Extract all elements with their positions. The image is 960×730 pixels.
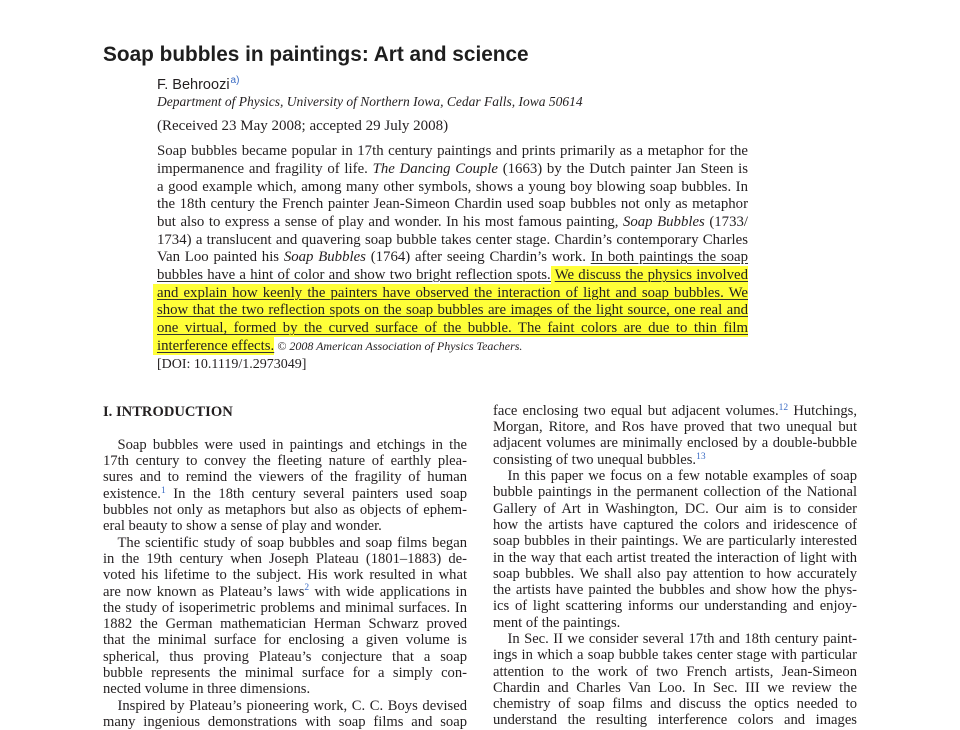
received-dates: (Received 23 May 2008; accepted 29 July 2008) xyxy=(157,118,449,134)
text-span: Gallery of Art in Washington, DC. Our aim is to consider xyxy=(493,500,857,517)
author-footnote-link[interactable]: a) xyxy=(230,75,240,86)
text-line xyxy=(103,469,467,485)
paragraph xyxy=(103,437,467,535)
text-span: bubble represents the minimal surface for a simply con- xyxy=(103,665,467,681)
text-line xyxy=(493,468,857,484)
text-span: understand the resulting interference colors and images xyxy=(493,712,857,729)
text-line xyxy=(103,665,467,681)
highlighted-text: show that the two reflection spots on the soap bubbles are images of the light source, one real and xyxy=(157,302,748,319)
text-span: adjacent volumes are minimally enclosed by a double-bubble xyxy=(493,435,857,452)
text-line xyxy=(493,501,857,517)
author-affiliation: Department of Physics, University of Northern Iowa, Cedar Falls, Iowa 50614 xyxy=(157,93,583,109)
abstract xyxy=(157,143,748,355)
text-span: (1663) by the Dutch painter Jan Steen is xyxy=(497,160,748,177)
text-line xyxy=(103,632,467,648)
text-line xyxy=(103,453,467,469)
text-line xyxy=(157,338,748,356)
text-span: ics of light scattering informs our understanding and enjoy- xyxy=(493,598,857,615)
text-line xyxy=(157,143,748,161)
text-span: in the 19th century when Joseph Plateau (1801–1883) de- xyxy=(103,550,467,567)
text-line xyxy=(157,285,748,303)
emphasis-text: Soap Bubbles xyxy=(622,213,705,230)
paragraph xyxy=(493,631,857,729)
text-line xyxy=(493,419,857,435)
text-span: (1733/ xyxy=(704,213,748,230)
text-line xyxy=(493,517,857,533)
text-line xyxy=(103,486,467,502)
text-span: many ingenious demonstrations with soap films and soap xyxy=(103,713,467,730)
emphasis-text: The Dancing Couple xyxy=(372,160,498,177)
section-heading: I. INTRODUCTION xyxy=(103,403,233,420)
citation-link[interactable]: 2 xyxy=(304,583,310,594)
text-line xyxy=(103,649,467,665)
text-line xyxy=(103,600,467,616)
paragraph xyxy=(157,143,748,355)
text-span: but also to express a sense of play and wonder. In his most famous painting, xyxy=(157,213,623,230)
text-line xyxy=(103,681,467,697)
text-span: impermanence and fragility of life. xyxy=(157,160,373,177)
text-line xyxy=(157,161,748,179)
text-span: are now known as Plateau’s laws xyxy=(103,583,305,600)
citation-link[interactable]: 1 xyxy=(160,485,166,496)
emphasis-text: Soap Bubbles xyxy=(283,249,366,266)
text-span: the artists have painted the bubbles and show how the phys- xyxy=(493,582,857,599)
text-line xyxy=(493,582,857,598)
text-line xyxy=(103,535,467,551)
text-line xyxy=(103,551,467,567)
text-span: sures and to remind the viewers of the fragility of human xyxy=(103,469,467,486)
text-span: eral beauty to show a sense of play and wonder. xyxy=(103,518,382,535)
text-line xyxy=(493,550,857,566)
text-line xyxy=(493,598,857,614)
text-span: the 18th century the French painter Jean-Simeon Chardin used soap bubbles not only as metaphor xyxy=(157,196,748,213)
text-span: spherical, thus proving Plateau’s conjecture that a soap xyxy=(103,648,467,665)
citation-link[interactable]: 12 xyxy=(778,402,789,413)
text-line xyxy=(493,712,857,728)
text-span: in the way that each artist treated the interaction of light with xyxy=(493,549,857,566)
text-span: The scientific study of soap bubbles and soap films began xyxy=(117,534,467,551)
paragraph xyxy=(103,698,467,730)
text-line xyxy=(103,616,467,632)
text-span: Inspired by Plateau’s pioneering work, C. C. Boys devised xyxy=(117,697,467,714)
text-span: In the 18th century several painters used soap xyxy=(165,485,467,502)
text-span: Van Loo painted his xyxy=(157,249,284,266)
text-line xyxy=(493,647,857,663)
text-line xyxy=(103,698,467,714)
text-line xyxy=(493,452,857,468)
text-line xyxy=(103,502,467,518)
text-line xyxy=(157,179,748,197)
text-line xyxy=(103,714,467,730)
text-line xyxy=(493,664,857,680)
text-span: that the minimal surface for enclosing a given volume is xyxy=(103,632,467,649)
underlined-text: In both paintings the soap xyxy=(590,249,748,266)
copyright-notice: © 2008 American Association of Physics Teachers. xyxy=(274,338,523,353)
text-line xyxy=(493,696,857,712)
right-column xyxy=(493,403,857,729)
text-line xyxy=(157,249,748,267)
text-line xyxy=(493,631,857,647)
text-line xyxy=(157,320,748,338)
text-line xyxy=(103,567,467,583)
text-line xyxy=(157,302,748,320)
text-span: In this paper we focus on a few notable examples of soap xyxy=(507,468,857,485)
text-line xyxy=(103,437,467,453)
text-line xyxy=(493,680,857,696)
text-line xyxy=(157,267,748,285)
text-span: soap bubbles. We shall also pay attention to how accurately xyxy=(493,565,857,582)
author-line xyxy=(157,76,239,94)
article-title: Soap bubbles in paintings: Art and science xyxy=(103,43,529,66)
text-span: Morgan, Ritore, and Ros have proved that two unequal but xyxy=(493,419,857,436)
text-span: In Sec. II we consider several 17th and 18th century paint- xyxy=(507,631,857,647)
paragraph xyxy=(493,468,857,631)
highlighted-text: one virtual, formed by the curved surface of the bubble. The faint colors are due to thin film xyxy=(157,320,748,337)
text-span: ings in which a soap bubble takes center stage with particular xyxy=(493,647,857,664)
text-line xyxy=(157,232,748,250)
text-line xyxy=(103,518,467,534)
text-span: attention to the work of two French artists, Jean-Simeon xyxy=(493,663,857,680)
text-line xyxy=(493,435,857,451)
text-span: Chardin and Charles Van Loo. In Sec. III we review the xyxy=(493,679,857,696)
text-span: 1734) a translucent and quavering soap bubble takes center stage. Chardin’s contemporary Charles xyxy=(157,231,748,248)
highlighted-text: interference effects. xyxy=(157,337,275,354)
text-span: existence. xyxy=(103,485,161,502)
doi-link[interactable]: [DOI: 10.1119/1.2973049] xyxy=(157,357,307,372)
text-span: voted his lifetime to the subject. His work resulted in what xyxy=(103,567,467,584)
paragraph xyxy=(103,535,467,698)
text-span: bubbles not only as metaphors but also as objects of ephem- xyxy=(103,502,467,519)
text-line xyxy=(493,615,857,631)
left-column xyxy=(103,437,467,730)
text-span: ment of the paintings. xyxy=(493,614,621,631)
text-span: Soap bubbles were used in paintings and etchings in the xyxy=(117,436,467,453)
text-span: Soap bubbles became popular in 17th century paintings and prints primarily as a metaphor for the xyxy=(157,143,748,160)
text-span: 1882 the German mathematician Herman Schwarz proved xyxy=(103,616,467,633)
paragraph xyxy=(493,403,857,468)
text-span: consisting of two unequal bubbles. xyxy=(493,451,697,468)
text-line xyxy=(157,214,748,232)
highlighted-text: and explain how keenly the painters have observed the interaction of light and soap bubbles. We xyxy=(157,284,748,301)
text-span: with wide applications in xyxy=(309,583,467,600)
text-line xyxy=(157,196,748,214)
text-span: the study of isoperimetric problems and minimal surfaces. In xyxy=(103,599,467,616)
text-span: a good example which, among many other symbols, shows a young boy blowing soap bubbles. In xyxy=(157,178,748,195)
text-span: nected volume in three dimensions. xyxy=(103,681,311,698)
highlighted-text: We discuss the physics involved xyxy=(554,266,749,283)
text-line xyxy=(493,484,857,500)
text-span: soap bubbles in their paintings. We are particularly interested xyxy=(493,533,857,550)
text-line xyxy=(103,584,467,600)
text-span: 17th century to convey the fleeting nature of earthly plea- xyxy=(103,453,467,470)
text-line xyxy=(493,566,857,582)
text-span: face enclosing two equal but adjacent volumes. xyxy=(493,402,779,419)
text-line xyxy=(493,533,857,549)
underlined-text: bubbles have a hint of color and show two bright reflection spots. xyxy=(157,266,555,283)
text-line xyxy=(493,403,857,419)
text-span: Hutchings, xyxy=(788,402,857,419)
text-span: chemistry of soap films and discuss the optics needed to xyxy=(493,696,857,713)
author-name: F. Behroozi xyxy=(157,77,230,93)
text-span: bubble paintings in the permanent collection of the National xyxy=(493,484,857,501)
text-span: (1764) after seeing Chardin’s work. xyxy=(365,249,591,266)
citation-link[interactable]: 13 xyxy=(696,451,706,462)
text-span: how the artists have captured the colors and iridescence of xyxy=(493,516,857,533)
